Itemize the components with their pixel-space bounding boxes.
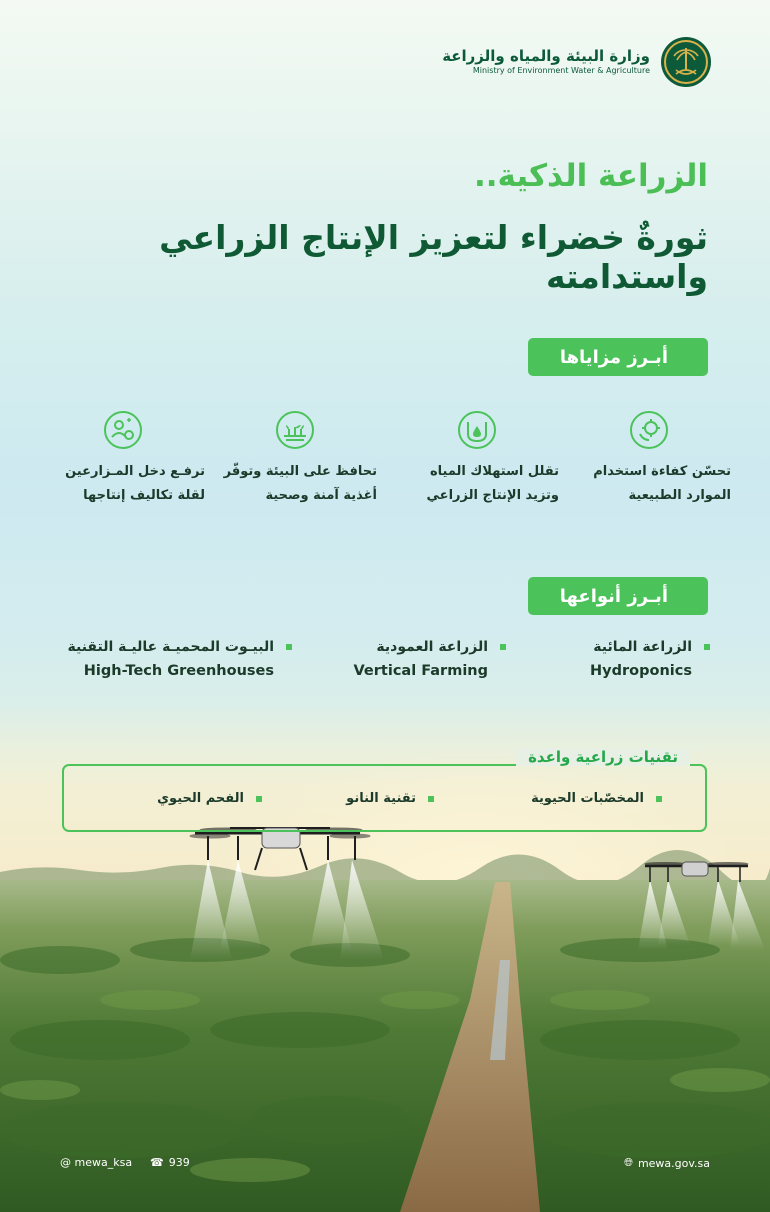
promising-tech-item: الفحم الحيوي bbox=[157, 791, 262, 806]
promising-tech-item: تقنية النانو bbox=[346, 791, 434, 806]
palm-swords-emblem-icon bbox=[660, 36, 712, 88]
bullet-icon bbox=[704, 644, 710, 650]
bullet-icon bbox=[656, 796, 662, 802]
benefit-item bbox=[566, 410, 731, 508]
benefit-text: تقلل استهلاك المياه وتزيد الإنتاج الزراعي bbox=[426, 464, 559, 503]
promising-tech-item: المخصّبات الحيوية bbox=[531, 791, 662, 806]
social-handle[interactable]: @ mewa_ksa bbox=[60, 1156, 133, 1169]
promising-tech-heading: تقنيات زراعية واعدة bbox=[516, 748, 690, 766]
benefits-heading: أبـرز مزاياها bbox=[528, 338, 708, 376]
benefit-item bbox=[212, 410, 377, 508]
plant-field-icon bbox=[275, 410, 315, 450]
type-name-en: Hydroponics bbox=[590, 663, 692, 679]
type-name-ar: البيـوت المحميـة عاليـة التقنية bbox=[67, 639, 274, 655]
website-link[interactable]: 🌐︎ mewa.gov.sa bbox=[624, 1156, 710, 1170]
headline-subtitle: ثورةٌ خضراء لتعزيز الإنتاج الزراعي واستدامته bbox=[159, 218, 708, 296]
headline-title: الزراعة الذكية.. bbox=[474, 158, 708, 194]
bullet-icon bbox=[256, 796, 262, 802]
type-item bbox=[354, 636, 507, 684]
types-heading: أبـرز أنواعها bbox=[528, 577, 708, 615]
globe-icon: 🌐︎ bbox=[624, 1156, 633, 1169]
benefit-item bbox=[40, 410, 205, 508]
type-item bbox=[590, 636, 710, 684]
benefit-text: تحافظ على البيئة وتوفّر أغذية آمنة وصحية bbox=[223, 464, 377, 503]
benefit-text: ترفـع دخل المـزارعين لقلة تكاليف إنتاجها bbox=[65, 464, 205, 503]
type-name-ar: الزراعة المائية bbox=[593, 639, 692, 655]
phone-number[interactable]: ☎ 939 bbox=[150, 1156, 190, 1169]
type-name-ar: الزراعة العمودية bbox=[376, 639, 488, 655]
farmer-income-icon bbox=[103, 410, 143, 450]
bullet-icon bbox=[500, 644, 506, 650]
type-name-en: Vertical Farming bbox=[353, 663, 488, 679]
bullet-icon bbox=[286, 644, 292, 650]
benefit-item bbox=[394, 410, 559, 508]
ministry-name-ar: وزارة البيئة والمياه والزراعة bbox=[442, 47, 650, 65]
ministry-logo bbox=[442, 36, 712, 88]
ministry-name-en: Ministry of Environment Water & Agriculture bbox=[472, 66, 650, 75]
water-drop-icon bbox=[457, 410, 497, 450]
benefit-text: تحسّن كفاءة استخدام الموارد الطبيعية bbox=[593, 464, 731, 503]
phone-icon: ☎ bbox=[150, 1156, 164, 1169]
gear-efficiency-icon bbox=[629, 410, 669, 450]
bullet-icon bbox=[428, 796, 434, 802]
type-item bbox=[68, 636, 292, 684]
type-name-en: High-Tech Greenhouses bbox=[83, 663, 274, 679]
